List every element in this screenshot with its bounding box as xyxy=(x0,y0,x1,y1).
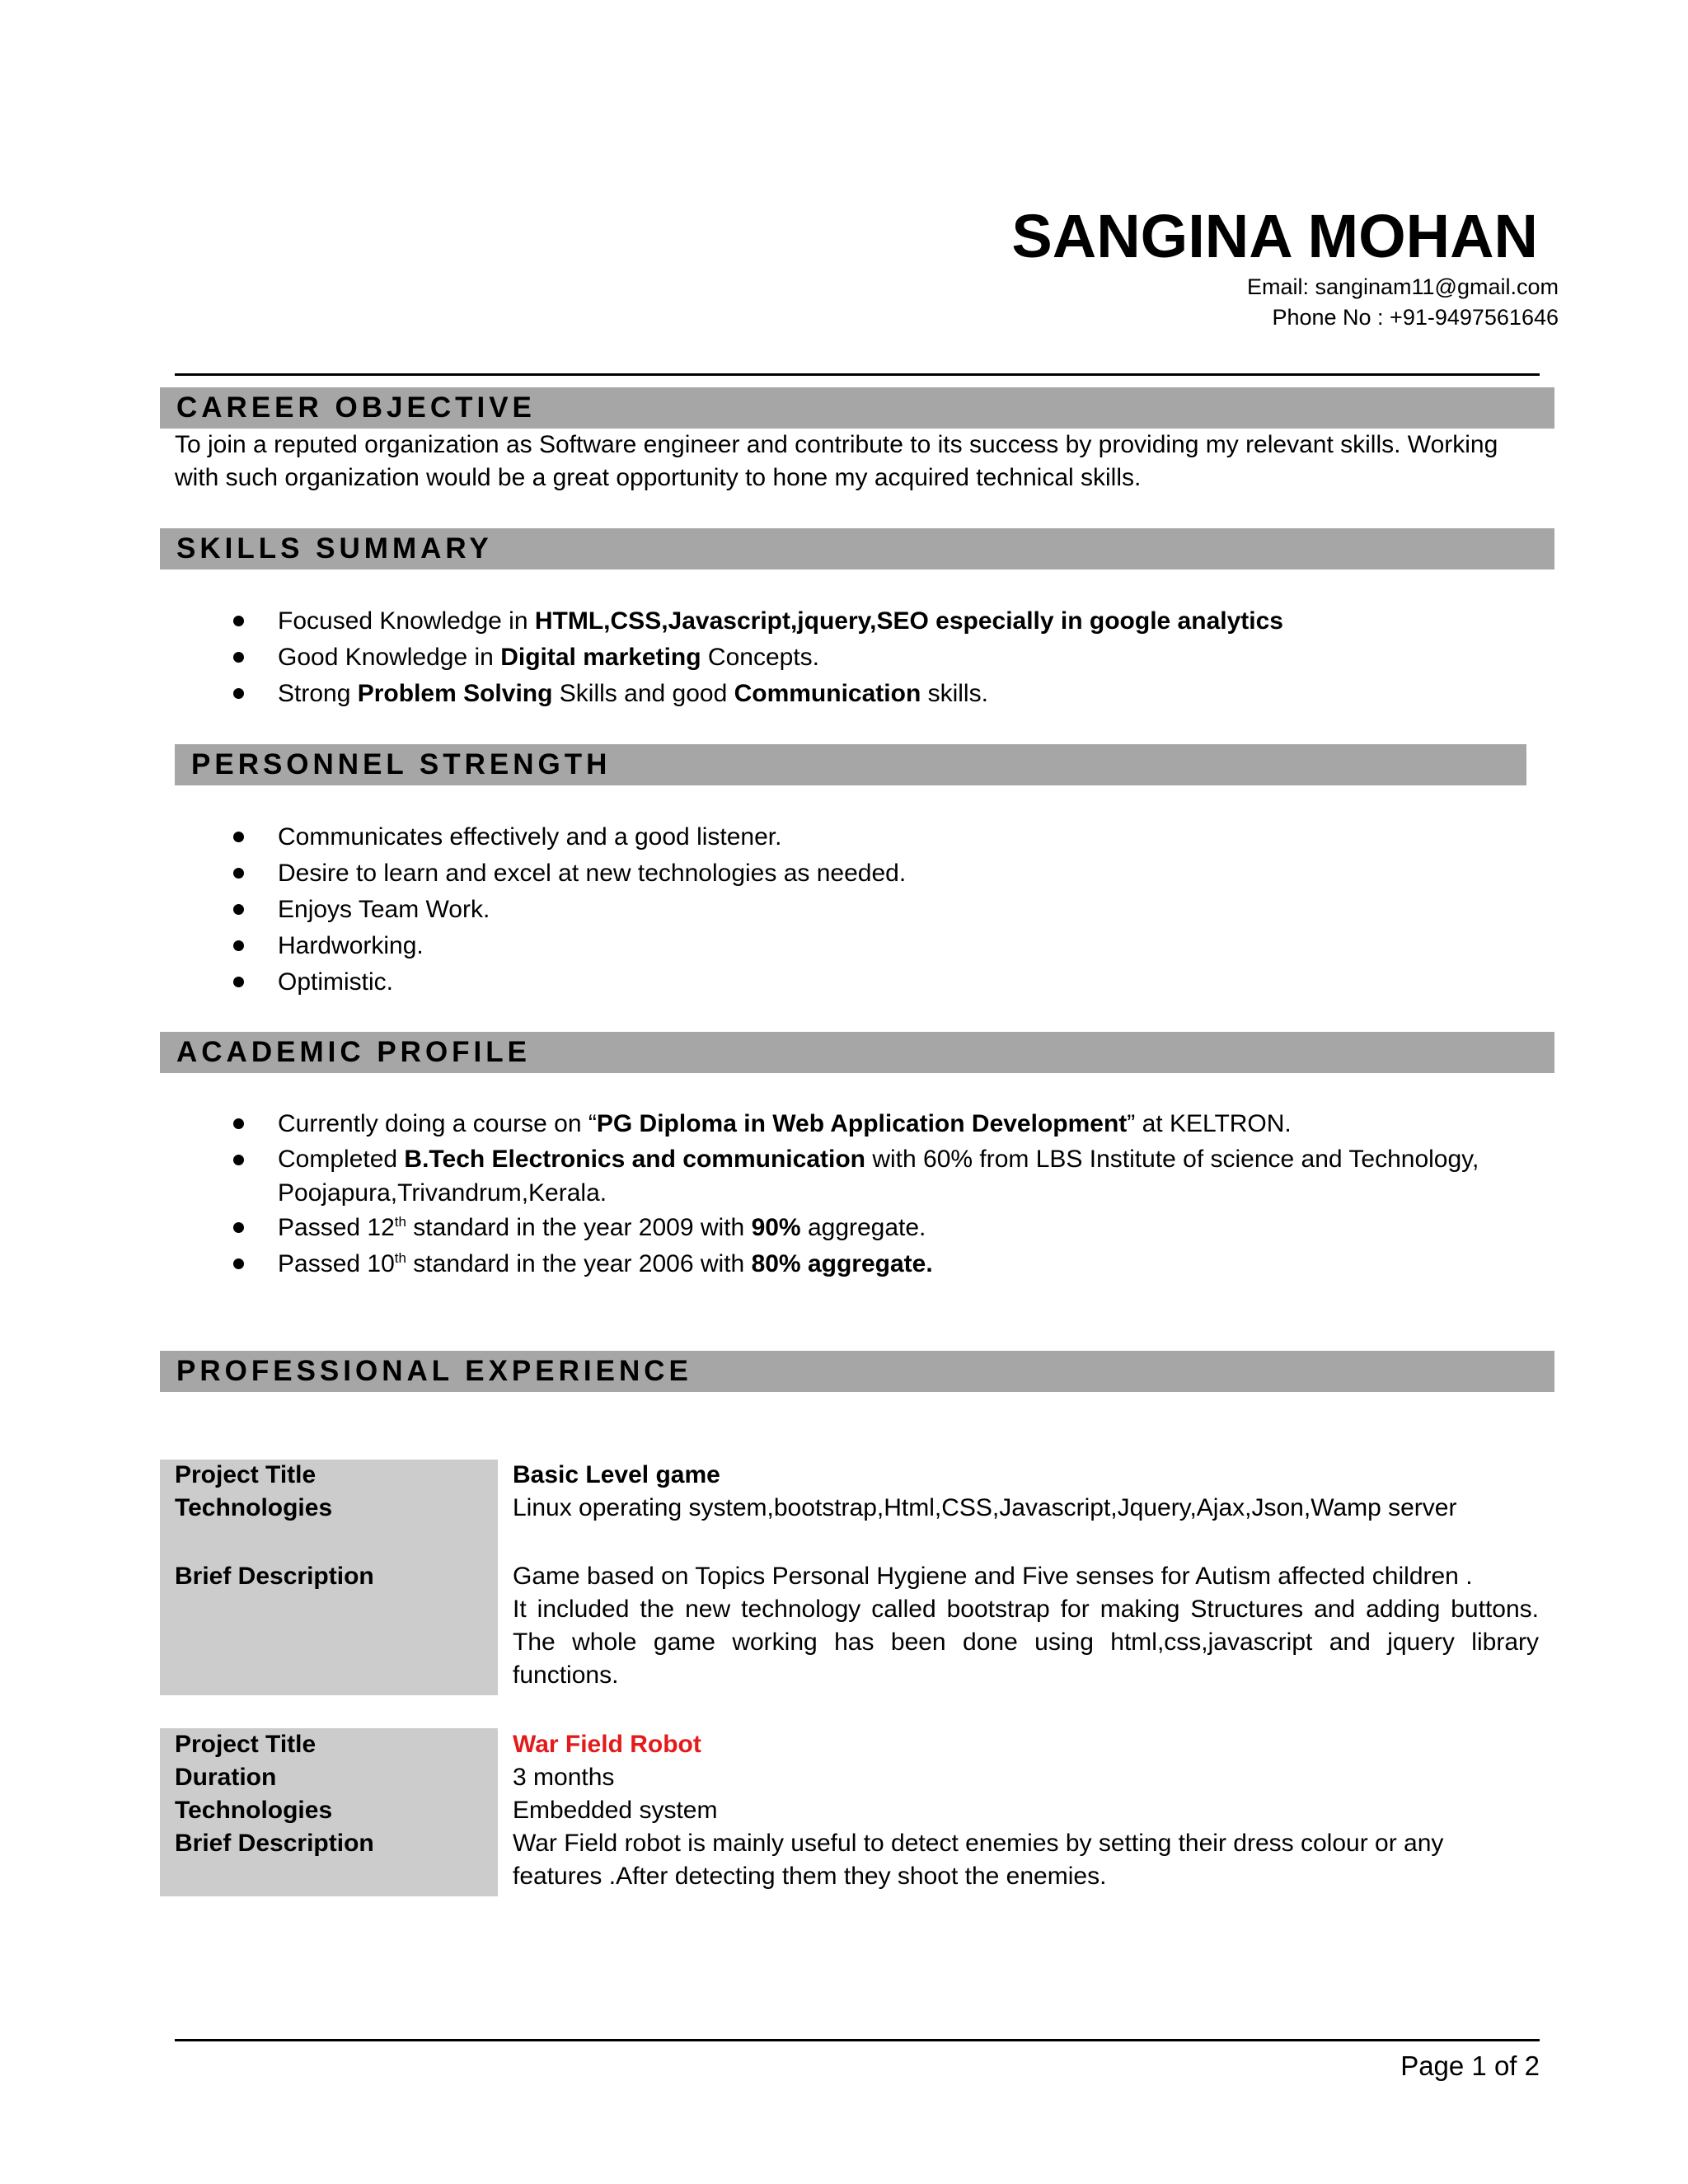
project2-description: War Field robot is mainly useful to detect enemies by setting their dress colour or any features .After detecting them they shoot the enemies. xyxy=(513,1830,1444,1890)
project2-technologies: Embedded system xyxy=(513,1797,718,1824)
section-title: ACADEMIC PROFILE xyxy=(176,1036,531,1068)
project1-title: Basic Level game xyxy=(513,1461,720,1488)
list-item: Hardworking. xyxy=(233,928,906,964)
technologies-label: Technologies xyxy=(175,1797,333,1824)
list-item: Passed 10th standard in the year 2006 with 80% aggregate. xyxy=(233,1246,1479,1282)
academic-list xyxy=(233,1106,1479,1282)
project-title-label: Project Title xyxy=(175,1461,316,1488)
career-objective-header xyxy=(160,387,1554,429)
phone-text: Phone No : +91-9497561646 xyxy=(1272,305,1559,330)
skills-list xyxy=(233,603,1283,712)
academic-profile-header xyxy=(160,1032,1554,1073)
section-title: SKILLS SUMMARY xyxy=(176,532,493,565)
technologies-label: Technologies xyxy=(175,1494,333,1521)
footer-divider xyxy=(175,2039,1540,2041)
brief-description-label: Brief Description xyxy=(175,1830,374,1857)
project1-description-line2: It included the new technology called bootstrap for making Structures and adding buttons. The whole game working has been done using html,css,javascript and jquery library functions. xyxy=(513,1596,1539,1689)
section-title: PERSONNEL STRENGTH xyxy=(191,748,612,780)
career-objective-text: To join a reputed organization as Software engineer and contribute to its success by providing my relevant skills. Working with such organization would be a great opportunity to hone my acquired technical skills. xyxy=(175,431,1498,491)
list-item: Passed 12th standard in the year 2009 with 90% aggregate. xyxy=(233,1210,1479,1246)
list-item: Currently doing a course on “PG Diploma in Web Application Development” at KELTRON. xyxy=(233,1106,1479,1142)
professional-experience-header xyxy=(160,1351,1554,1392)
list-item: Completed B.Tech Electronics and communication with 60% from LBS Institute of science and Technology, Poojapura,Trivandrum,Kerala. xyxy=(233,1142,1479,1210)
list-item: Communicates effectively and a good listener. xyxy=(233,819,906,855)
email-text: Email: sanginam11@gmail.com xyxy=(1246,274,1559,299)
project2-duration: 3 months xyxy=(513,1764,615,1791)
list-item: Focused Knowledge in HTML,CSS,Javascript,jquery,SEO especially in google analytics xyxy=(233,603,1283,640)
brief-description-label: Brief Description xyxy=(175,1563,374,1590)
list-item: Enjoys Team Work. xyxy=(233,892,906,928)
list-item: Optimistic. xyxy=(233,964,906,1001)
strength-list xyxy=(233,819,906,1001)
page-number: Page 1 of 2 xyxy=(1400,2050,1540,2081)
list-item: Good Knowledge in Digital marketing Concepts. xyxy=(233,640,1283,676)
section-title: CAREER OBJECTIVE xyxy=(176,391,536,424)
project1-description-line1: Game based on Topics Personal Hygiene and Five senses for Autism affected children . xyxy=(513,1563,1473,1590)
project1-technologies: Linux operating system,bootstrap,Html,CSS,Javascript,Jquery,Ajax,Json,Wamp server xyxy=(513,1494,1457,1521)
list-item: Desire to learn and excel at new technologies as needed. xyxy=(233,855,906,892)
skills-summary-header xyxy=(160,528,1554,569)
duration-label: Duration xyxy=(175,1764,277,1791)
personnel-strength-header xyxy=(175,744,1526,785)
candidate-name: SANGINA MOHAN xyxy=(1011,202,1538,270)
header-divider xyxy=(175,373,1540,376)
project2-title: War Field Robot xyxy=(513,1731,701,1758)
project-title-label: Project Title xyxy=(175,1731,316,1758)
list-item: Strong Problem Solving Skills and good Communication skills. xyxy=(233,676,1283,712)
section-title: PROFESSIONAL EXPERIENCE xyxy=(176,1355,692,1387)
